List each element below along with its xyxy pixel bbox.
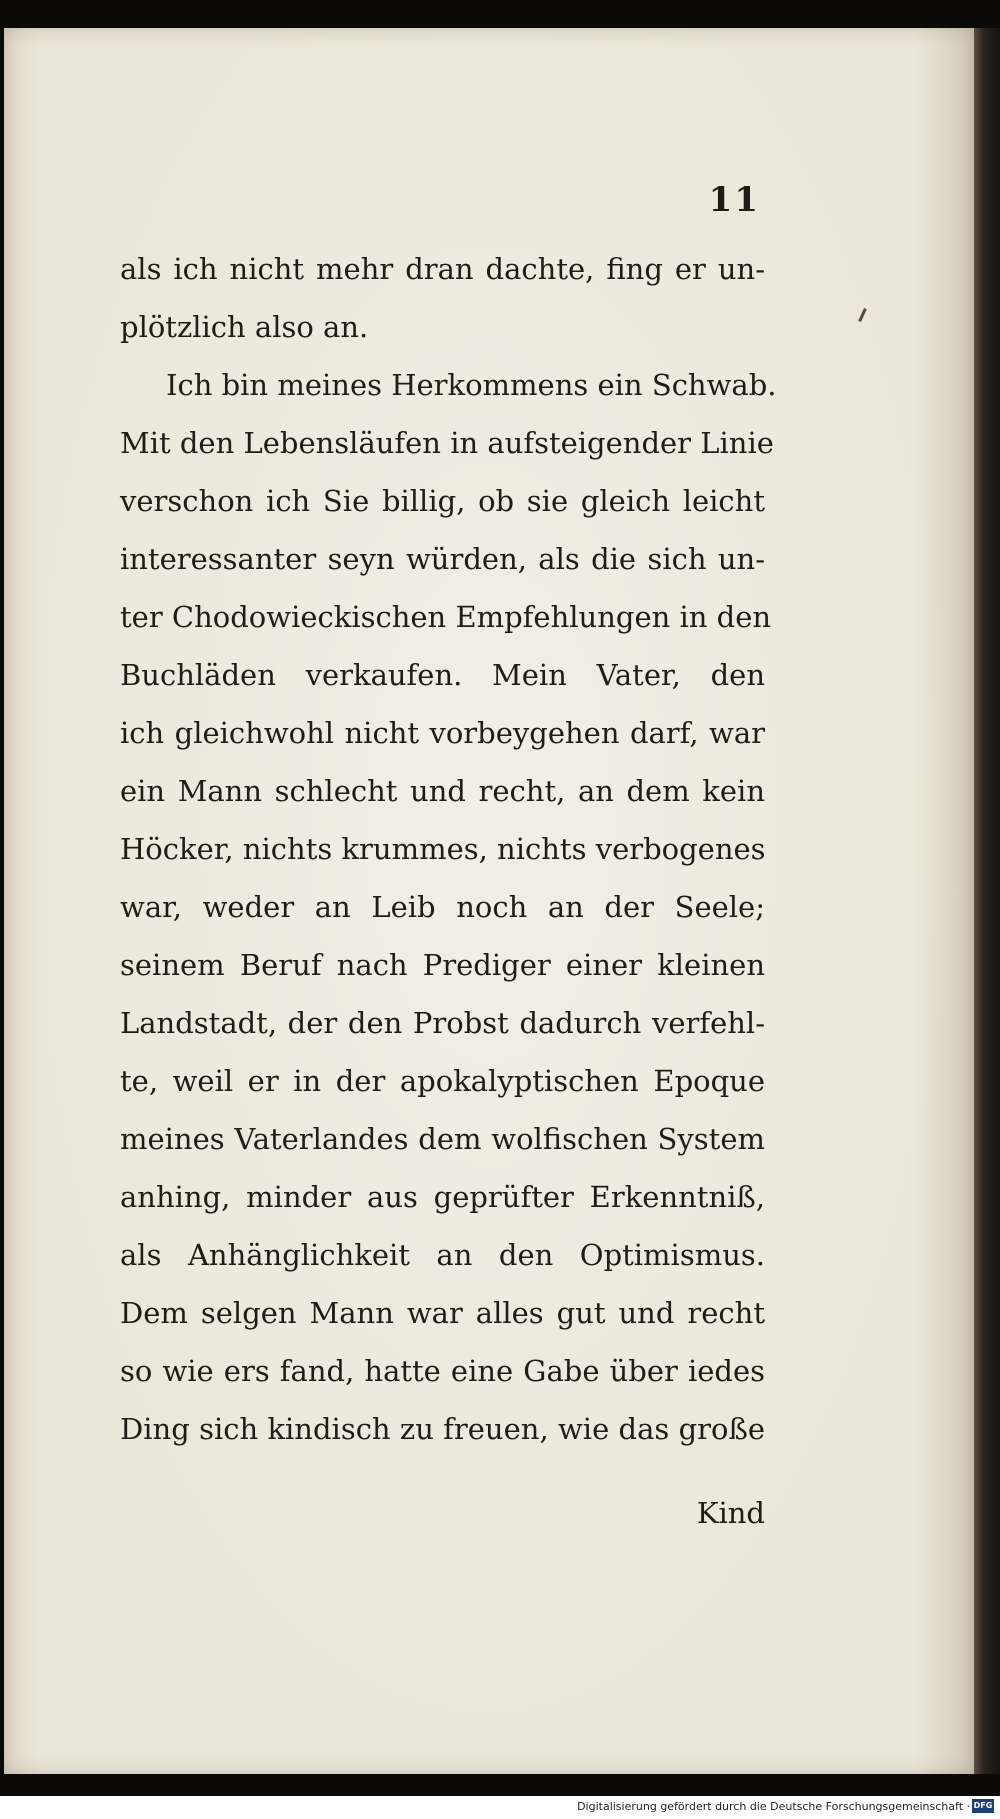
text-line: Ding sich kindisch zu freuen, wie das große: [120, 1412, 765, 1446]
text-line: Höcker, nichts krummes, nichts verbogenes: [120, 832, 766, 866]
text-line: Ich bin meines Herkommens ein Schwab.: [166, 368, 777, 402]
text-line: ein Mann schlecht und recht, an dem kein: [120, 774, 765, 808]
text-line: verschon ich Sie billig, ob sie gleich leicht: [120, 484, 765, 518]
catchword: Kind: [696, 1496, 765, 1530]
text-line: ter Chodowieckischen Empfehlungen in den: [120, 600, 772, 634]
text-line: seinem Beruf nach Prediger einer kleinen: [120, 948, 765, 982]
text-line: als ich nicht mehr dran dachte, fing er un-: [120, 252, 765, 286]
text-line: te, weil er in der apokalyptischen Epoque: [120, 1064, 765, 1098]
text-line: Landstadt, der den Probst dadurch verfehl-: [120, 1006, 765, 1040]
text-line: Mit den Lebensläufen in aufsteigender Linie: [120, 426, 774, 460]
dfg-logo: DFG: [972, 1799, 994, 1813]
text-line: ich gleichwohl nicht vorbeygehen darf, war: [120, 716, 765, 750]
text-line: Dem selgen Mann war alles gut und recht: [120, 1296, 765, 1330]
text-line: Buchläden verkaufen. Mein Vater, den: [120, 658, 765, 692]
footer: [0, 1796, 1000, 1819]
text-line: so wie ers fand, hatte eine Gabe über iedes: [120, 1354, 765, 1388]
page-number: 11: [708, 180, 760, 220]
text-line: als Anhänglichkeit an den Optimismus.: [120, 1238, 765, 1272]
digitization-credit: Digitalisierung gefördert durch die Deutsche Forschungsgemeinschaft ·: [577, 1800, 970, 1813]
text-line: anhing, minder aus geprüfter Erkenntniß,: [120, 1180, 765, 1214]
text-line: plötzlich also an.: [120, 310, 369, 344]
text-line: war, weder an Leib noch an der Seele;: [120, 890, 765, 924]
text-line: meines Vaterlandes dem wolfischen System: [120, 1122, 765, 1156]
text-line: interessanter seyn würden, als die sich un-: [120, 542, 765, 576]
page-edge: [974, 28, 1000, 1774]
body-text: [120, 240, 777, 1458]
